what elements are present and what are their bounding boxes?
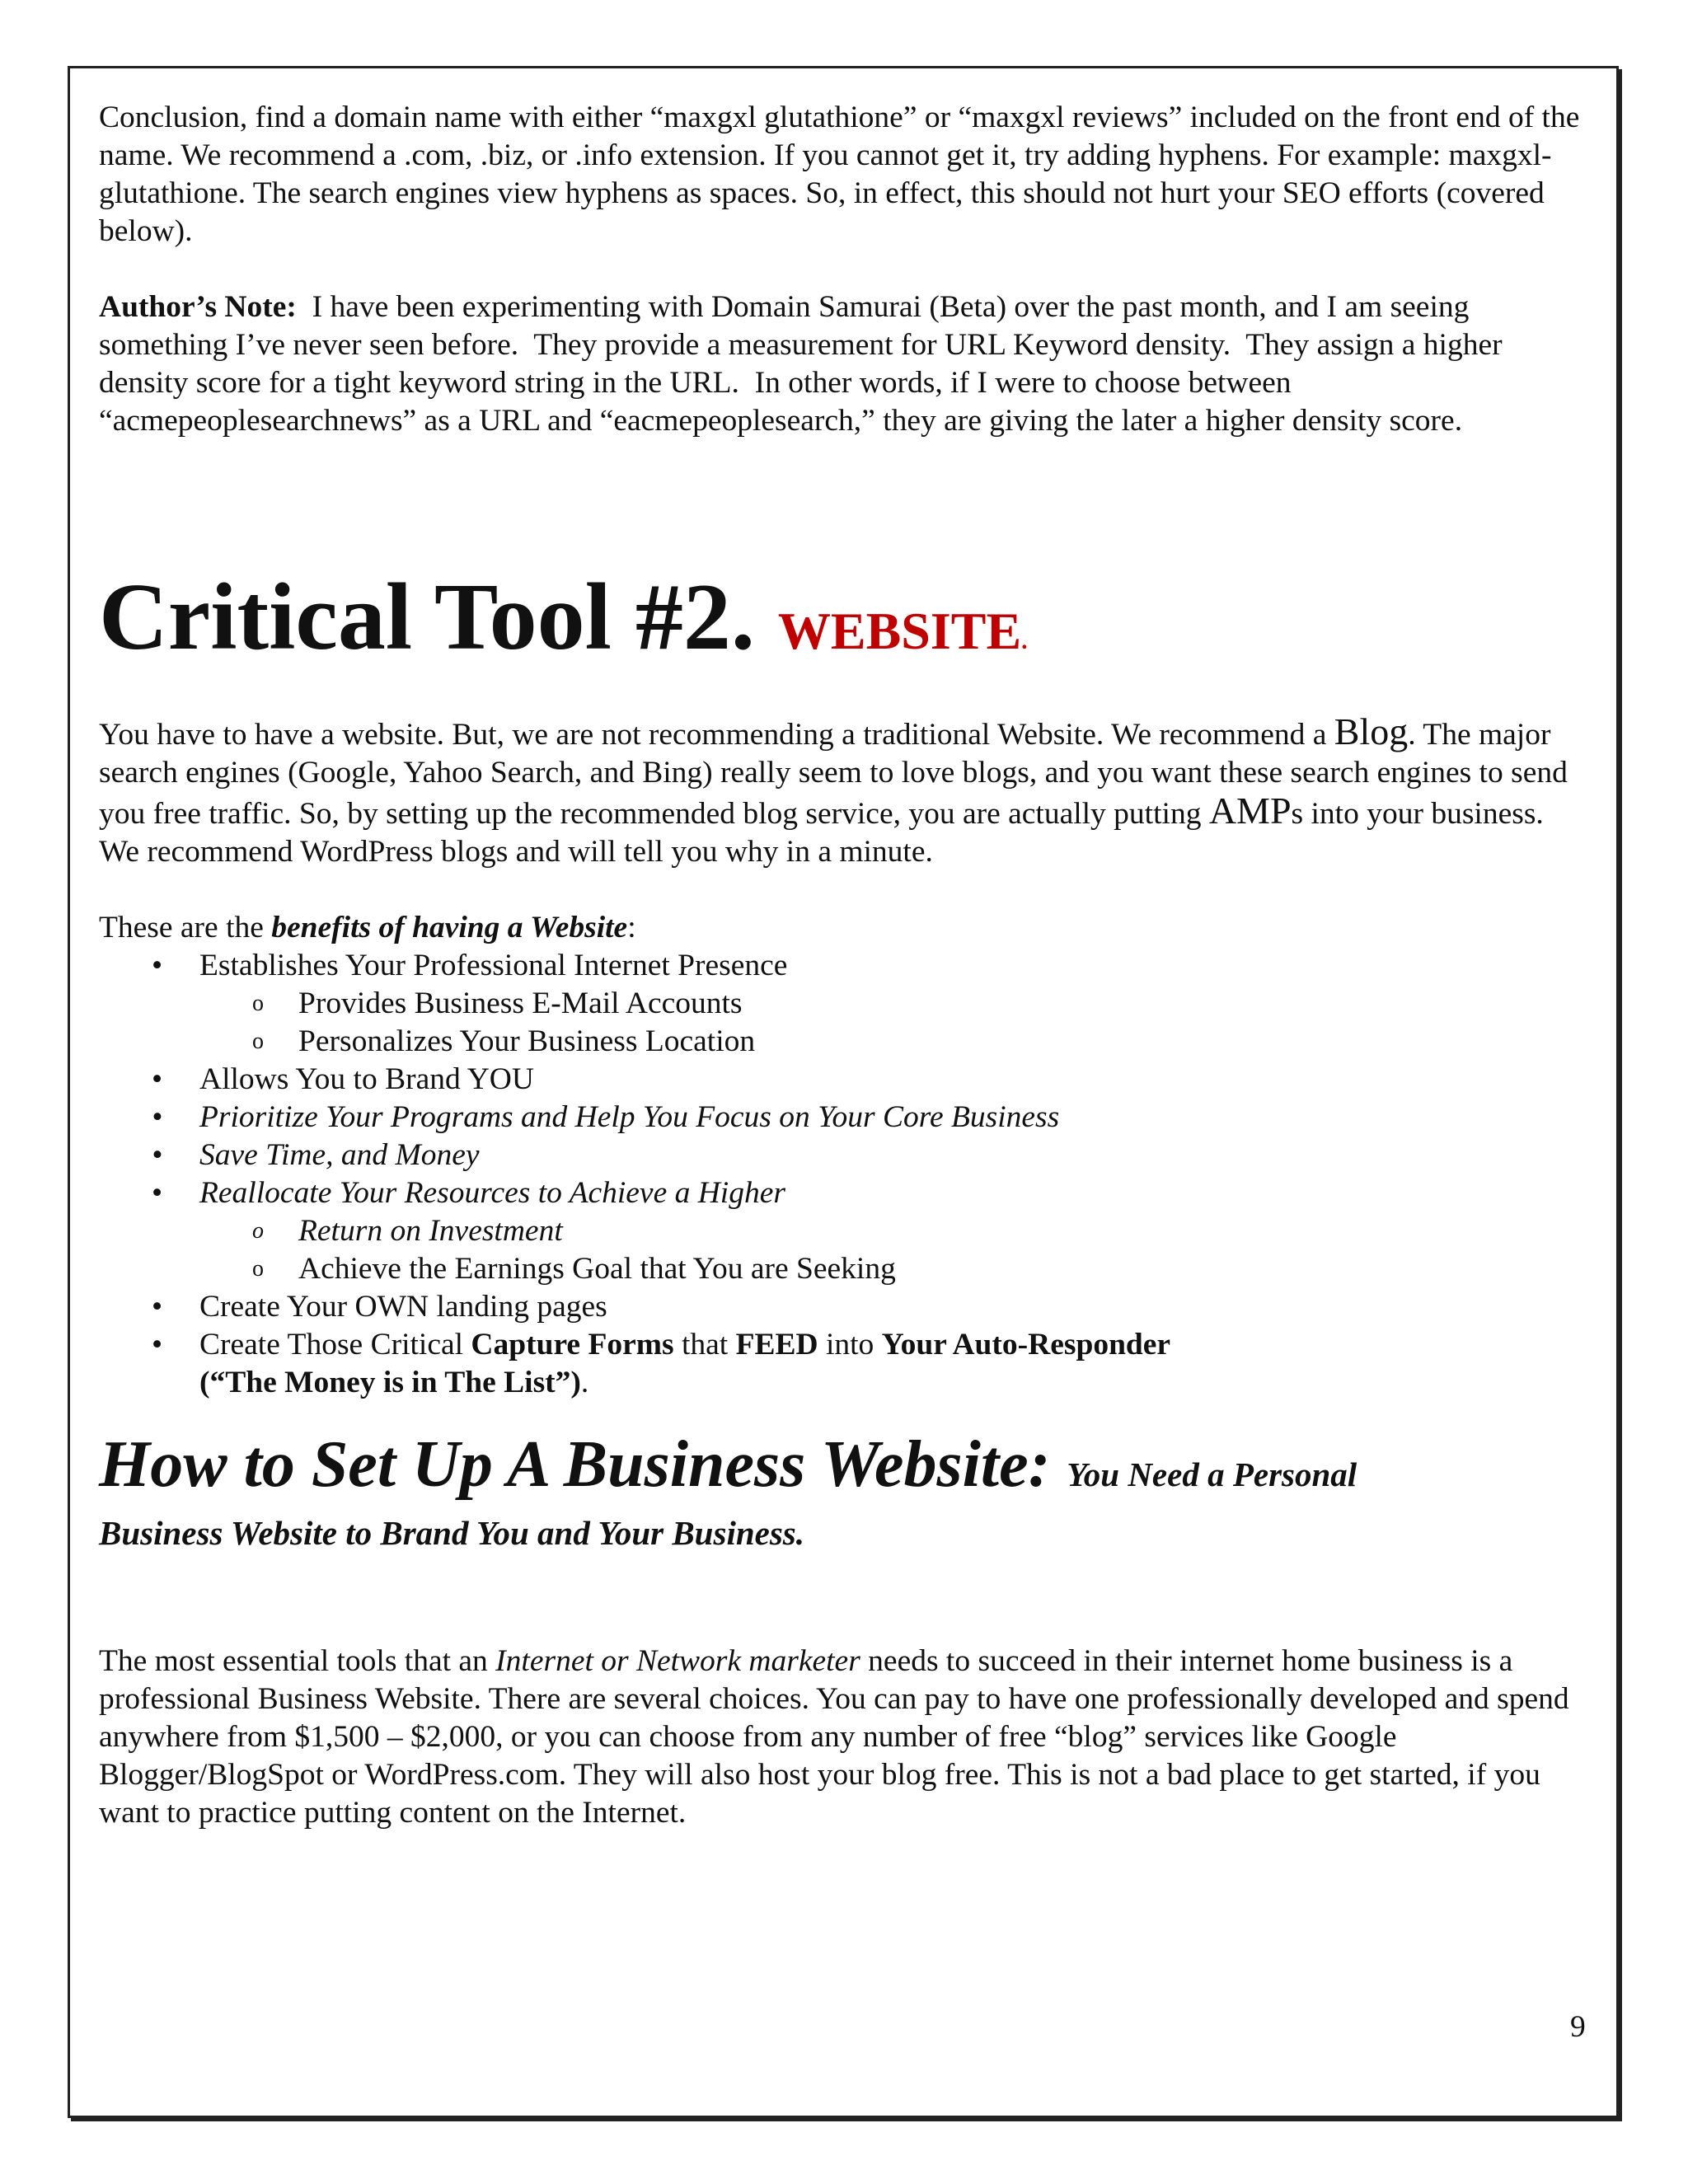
feed-bold: FEED — [735, 1328, 818, 1361]
benefits-intro — [99, 909, 1582, 947]
list-item-text: Reallocate Your Resources to Achieve a Higher — [199, 1176, 785, 1210]
sub-list-item: o Return on Investment — [199, 1212, 1582, 1250]
critical-tool-heading — [99, 564, 1582, 695]
website-period: . — [1021, 627, 1028, 654]
money-list-bold: (“The Money is in The List”) — [199, 1366, 581, 1399]
sub-list-item: o Personalizes Your Business Location — [199, 1023, 1582, 1061]
list-item: • Save Time, and Money — [99, 1137, 1582, 1174]
list-item-text: Create Those Critical — [199, 1328, 471, 1361]
capture-forms-bold: Capture Forms — [471, 1328, 674, 1361]
sub-list — [199, 985, 1582, 1061]
list-item-text: into — [818, 1328, 882, 1361]
essential-tools-paragraph — [99, 1643, 1582, 1832]
list-item — [99, 1326, 1582, 1402]
page-content — [99, 99, 1582, 1832]
authors-note-label: Author’s Note: — [99, 290, 297, 324]
authors-note-text: I have been experimenting with Domain Samurai (Beta) over the past month, and I am seeing something I’ve never seen before. They provide a measurement for URL Keyword density. They assign a higher density score for a tight keyword string in the URL. In other words, if I were to choose between “acmepeoplesearchnews” as a URL and “eacmepeoplesearch,” they are giving the later a higher density score. — [99, 290, 1510, 438]
essential-text-a: The most essential tools that an — [99, 1644, 496, 1678]
sub-list-item: o Provides Business E-Mail Accounts — [199, 985, 1582, 1023]
essential-text-c: needs to succeed in their internet home business is a professional Business Website. There are several choices. You can pay to have one professionally developed and spend anywhere from $1,500 – $2,000, or you can choose from any number of free “blog” services like Google Blogger/BlogSpot or WordPress.com. They will also host your blog free. This is not a bad place to get started, if you want to practice putting content on the Internet. — [99, 1644, 1569, 1830]
list-item-text: Establishes Your Professional Internet Presence — [199, 949, 788, 982]
list-item: • Prioritize Your Programs and Help You Focus on Your Core Business — [99, 1099, 1582, 1137]
list-item — [99, 947, 1582, 1061]
list-item-period: . — [580, 1366, 589, 1399]
benefits-list — [99, 947, 1582, 1402]
how-to-heading — [99, 1427, 1582, 1512]
how-to-subtitle: You Need a Personal — [1067, 1455, 1357, 1493]
benefits-colon: : — [627, 911, 636, 944]
benefits-emphasis: benefits of having a Website — [271, 911, 628, 944]
list-item-text: that — [673, 1328, 736, 1361]
auto-responder-bold: Your Auto-Responder — [881, 1328, 1171, 1361]
sub-list — [199, 1212, 1582, 1288]
list-item: • Allows You to Brand YOU — [99, 1061, 1582, 1099]
blog-word: Blog — [1334, 710, 1409, 752]
critical-tool-title: Critical Tool #2. — [99, 565, 755, 670]
authors-note-paragraph — [99, 288, 1582, 440]
how-to-subtitle-line2: Business Website to Brand You and Your Business. — [99, 1514, 804, 1552]
website-label: WEBSITE — [777, 602, 1022, 660]
conclusion-paragraph: Conclusion, find a domain name with either “maxgxl glutathione” or “maxgxl reviews” included on the front end of the name. We recommend a .com, .biz, or .info extension. If you cannot get it, try adding hyphens. For example: maxgxl-glutathione. The search engines view hyphens as spaces. So, in effect, this should not hurt your SEO efforts (covered below). — [99, 101, 1580, 248]
intro-text-a: You have to have a website. But, we are not recommending a traditional Website. We recommend a — [99, 718, 1334, 752]
list-item — [99, 1174, 1582, 1288]
list-item: • Create Your OWN landing pages — [99, 1288, 1582, 1326]
website-intro-paragraph — [99, 710, 1582, 871]
how-to-title: How to Set Up A Business Website: — [99, 1428, 1051, 1501]
sub-list-item: o Achieve the Earnings Goal that You are Seeking — [199, 1250, 1582, 1288]
marketer-emphasis: Internet or Network marketer — [495, 1644, 860, 1678]
intro-text-e: s into your business. We recommend WordPress blogs and will tell you why in a minute. — [99, 797, 1544, 869]
benefits-intro-text: These are the — [99, 911, 272, 944]
amp-word: AMP — [1208, 790, 1292, 832]
intro-text-c: . The major search engines (Google, Yahoo Search, and Bing) really seem to love blogs, and you want these search engines to send you free traffic. So, by setting up the recommended blog service, you are actually putting — [99, 718, 1568, 831]
page-number: 9 — [1570, 2010, 1586, 2044]
